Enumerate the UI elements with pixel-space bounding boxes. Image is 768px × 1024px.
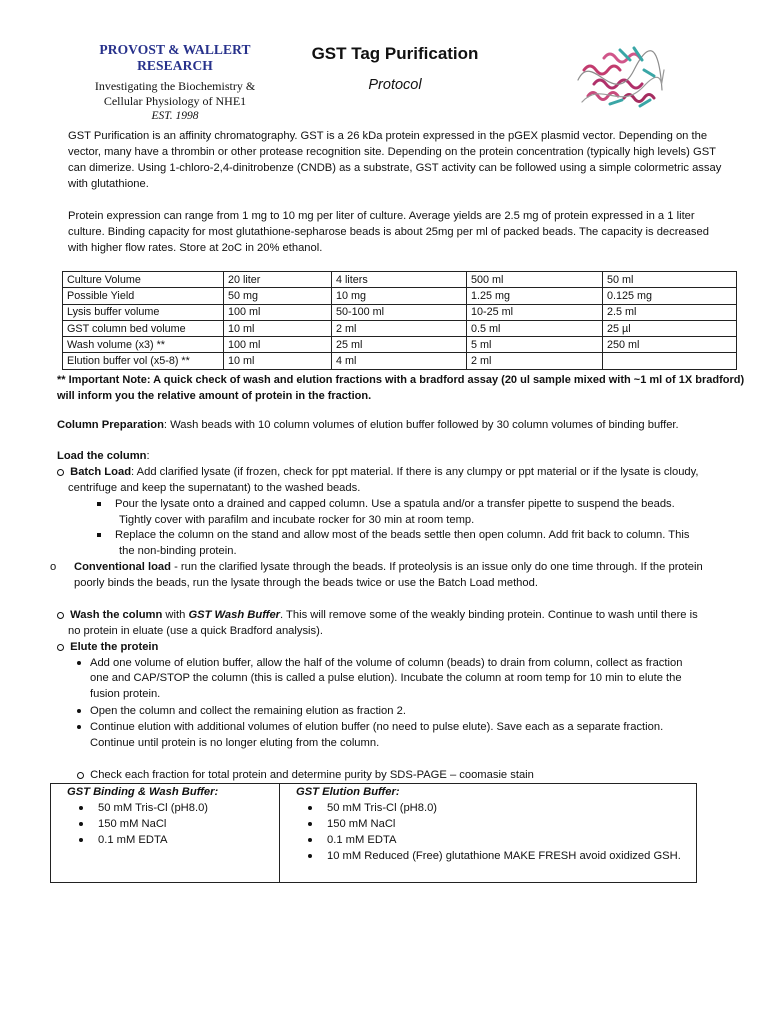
- table-cell: 2.5 ml: [603, 304, 737, 320]
- wash-label: Wash the column: [70, 609, 163, 621]
- bullet-icon: [77, 709, 81, 713]
- elute-step-2-text: Open the column and collect the remaining elution as fraction 2.: [90, 705, 406, 717]
- elute-step-1-line-2: one and CAP/STOP the column (this is called a pulse elution). Incubate the column at room temp for 10 min to elute the: [90, 672, 682, 684]
- row-label-cell: Wash volume (x3) **: [63, 337, 224, 353]
- table-cell: 50 mg: [224, 288, 332, 304]
- row-label-cell: GST column bed volume: [63, 320, 224, 336]
- batch-substep-2: [97, 528, 737, 544]
- list-item-text: 0.1 mM EDTA: [98, 834, 168, 846]
- batch-substep-1-line-1: Pour the lysate onto a drained and capped column. Use a spatula and/or a transfer pipette to suspend the beads.: [115, 498, 675, 510]
- batch-substep-2-line-1: Replace the column on the stand and allow most of the beads settle then open column. Add frit back to column. This: [115, 529, 690, 541]
- column-preparation-text: : Wash beads with 10 column volumes of elution buffer followed by 30 column volumes of binding buffer.: [163, 419, 679, 431]
- conventional-load-text-1: - run the clarified lysate through the beads. If proteolysis is an issue only do one time through. If the protein: [170, 561, 703, 573]
- list-item-text: 50 mM Tris-Cl (pH8.0): [98, 802, 209, 814]
- conventional-load-text-2: poorly binds the beads, run the lysate through the beads twice or use the Batch Load method.: [74, 577, 538, 589]
- wash-with: with: [162, 609, 189, 621]
- list-item-text: 50 mM Tris-Cl (pH8.0): [327, 802, 438, 814]
- protein-structure-image: [574, 40, 666, 114]
- table-row: [63, 320, 737, 336]
- elute-step-1-line-1: Add one volume of elution buffer, allow the half of the volume of column (beads) to drain from column, collect as fraction: [90, 657, 683, 669]
- binding-buffer-cell: [51, 784, 280, 882]
- wash-text-1: . This will remove some of the weakly binding protein. Continue to wash until there is: [280, 609, 698, 621]
- circle-bullet-icon: [57, 612, 64, 619]
- table-cell: 0.125 mg: [603, 288, 737, 304]
- row-label-cell: Elution buffer vol (x5-8) **: [63, 353, 224, 369]
- list-item-text: 150 mM NaCl: [98, 818, 167, 830]
- list-item: [280, 832, 696, 848]
- elute-step-3: [77, 720, 747, 736]
- elute-heading: [57, 640, 747, 656]
- elution-buffer-cell: [280, 784, 696, 882]
- table-cell: 0.5 ml: [467, 320, 603, 336]
- row-label-cell: Culture Volume: [63, 272, 224, 288]
- bullet-icon: [308, 838, 312, 842]
- table-cell: 4 ml: [332, 353, 467, 369]
- bullet-icon: [308, 854, 312, 858]
- wash-buffer-name: GST Wash Buffer: [188, 609, 281, 621]
- binding-buffer-title: GST Binding & Wash Buffer:: [67, 786, 219, 798]
- load-heading-suffix: :: [146, 450, 150, 462]
- table-cell: [603, 353, 737, 369]
- wash-text-2: no protein in eluate (use a quick Bradford analysis).: [68, 625, 323, 637]
- elute-step-1-line-3: fusion protein.: [90, 688, 161, 700]
- table-cell: 10-25 ml: [467, 304, 603, 320]
- table-cell: 25 µl: [603, 320, 737, 336]
- square-bullet-icon: [97, 533, 101, 537]
- batch-load-label: Batch Load: [70, 466, 132, 478]
- list-item-text: 10 mM Reduced (Free) glutathione MAKE FRESH avoid oxidized GSH.: [327, 850, 681, 862]
- column-preparation: [57, 418, 747, 434]
- intro-paragraph-1: GST Purification is an affinity chromatography. GST is a 26 kDa protein expressed in the pGEX plasmid vector. Depending on the vector, many have a thrombin or other protease recognition site. Depending on the protein concentration (typically high levels) GST can dimerize. Using 1-chloro-2,4-dinitrobenze (CNDB) as a substrate, GST activity can be followed using a simple colormetric assay with glutathione.: [68, 130, 722, 190]
- list-item: [51, 800, 279, 816]
- org-tagline-line-2: Cellular Physiology of NHE1: [103, 94, 247, 108]
- table-cell: 2 ml: [332, 320, 467, 336]
- list-item-text: 0.1 mM EDTA: [327, 834, 397, 846]
- list-item: [280, 848, 696, 864]
- bullet-icon: [308, 806, 312, 810]
- intro-paragraph-2: Protein expression can range from 1 mg to 10 mg per liter of culture. Average yields are 2.5 mg of protein expressed in a 1 liter culture. Binding capacity for most glutathione-sepharose beads is about 25mg per ml of packed beads. The capacity is decreased with higher flow rates. Store at 2oC in 20% ethanol.: [68, 210, 709, 254]
- table-cell: 500 ml: [467, 272, 603, 288]
- batch-load-item: [57, 465, 747, 481]
- list-item: [280, 816, 696, 832]
- table-row: [63, 304, 737, 320]
- elute-step-3-line-1: Continue elution with additional volumes of elution buffer (no need to pulse elute). Save each as a separate fraction.: [90, 721, 664, 733]
- org-tagline: [60, 79, 290, 124]
- table-cell: 10 mg: [332, 288, 467, 304]
- elution-buffer-list: [280, 800, 696, 864]
- table-cell: 50 ml: [603, 272, 737, 288]
- list-item: [51, 816, 279, 832]
- row-label-cell: Lysis buffer volume: [63, 304, 224, 320]
- org-block: [60, 42, 290, 124]
- elute-check: [77, 768, 747, 784]
- conventional-load-label: Conventional load: [74, 561, 171, 573]
- batch-load-text-2: centrifuge and keep the supernatant) to the washed beads.: [68, 482, 361, 494]
- elute-check-text: Check each fraction for total protein and determine purity by SDS-PAGE – coomasie stain: [90, 769, 534, 781]
- square-bullet-icon: [97, 502, 101, 506]
- wash-item: [57, 608, 747, 624]
- table-row: [63, 353, 737, 369]
- elute-step-3-line-2: Continue until protein is no longer eluting from the column.: [90, 737, 380, 749]
- bullet-icon: [77, 661, 81, 665]
- batch-load-text-1: : Add clarified lysate (if frozen, check for ppt material. If there is any clumpy or ppt material or if the lysate is cloudy,: [131, 466, 699, 478]
- table-cell: 4 liters: [332, 272, 467, 288]
- org-tagline-line-1: Investigating the Biochemistry &: [94, 79, 256, 93]
- bullet-icon: [77, 725, 81, 729]
- binding-buffer-list: [51, 800, 279, 848]
- elute-step-2: [77, 704, 747, 720]
- table-cell: 10 ml: [224, 320, 332, 336]
- conventional-load-item: [74, 560, 744, 576]
- page-subtitle: Protocol: [368, 77, 422, 93]
- buffer-recipes-table: [50, 783, 697, 883]
- load-heading: [57, 449, 747, 465]
- org-name: PROVOST & WALLERT RESEARCH: [99, 42, 251, 73]
- elute-step-1: [77, 656, 747, 672]
- table-row: [63, 337, 737, 353]
- table-cell: 1.25 mg: [467, 288, 603, 304]
- list-item: [51, 832, 279, 848]
- important-note: ** Important Note: A quick check of wash and elution fractions with a bradford assay (20 ul sample mixed with ~1 ml of 1X bradford) will inform you the relative amount of protein in the fraction.: [57, 374, 745, 402]
- batch-substep-2-line-2: the non-binding protein.: [119, 545, 237, 557]
- page-title: GST Tag Purification: [311, 44, 479, 63]
- load-heading-label: Load the column: [57, 450, 147, 462]
- batch-substep-1-line-2: Tightly cover with parafilm and incubate rocker for 30 min at room temp.: [119, 514, 475, 526]
- column-preparation-label: Column Preparation: [57, 419, 164, 431]
- circle-bullet-icon: [57, 469, 64, 476]
- table-cell: 2 ml: [467, 353, 603, 369]
- bullet-icon: [308, 822, 312, 826]
- table-row: [63, 272, 737, 288]
- elution-buffer-title: GST Elution Buffer:: [296, 786, 400, 798]
- circle-bullet-icon: [57, 644, 64, 651]
- list-item-text: 150 mM NaCl: [327, 818, 396, 830]
- elute-heading-label: Elute the protein: [70, 641, 159, 653]
- scale-table: [62, 271, 737, 370]
- bullet-icon: [79, 838, 83, 842]
- table-cell: 25 ml: [332, 337, 467, 353]
- table-cell: 10 ml: [224, 353, 332, 369]
- row-label-cell: Possible Yield: [63, 288, 224, 304]
- table-cell: 20 liter: [224, 272, 332, 288]
- table-cell: 100 ml: [224, 304, 332, 320]
- conventional-load-marker: o: [50, 561, 57, 573]
- table-cell: 250 ml: [603, 337, 737, 353]
- circle-bullet-icon: [77, 772, 84, 779]
- org-established: EST. 1998: [151, 110, 199, 122]
- bullet-icon: [79, 822, 83, 826]
- table-cell: 100 ml: [224, 337, 332, 353]
- batch-substep-1: [97, 497, 737, 513]
- table-row: [63, 288, 737, 304]
- list-item: [280, 800, 696, 816]
- table-cell: 5 ml: [467, 337, 603, 353]
- bullet-icon: [79, 806, 83, 810]
- table-cell: 50-100 ml: [332, 304, 467, 320]
